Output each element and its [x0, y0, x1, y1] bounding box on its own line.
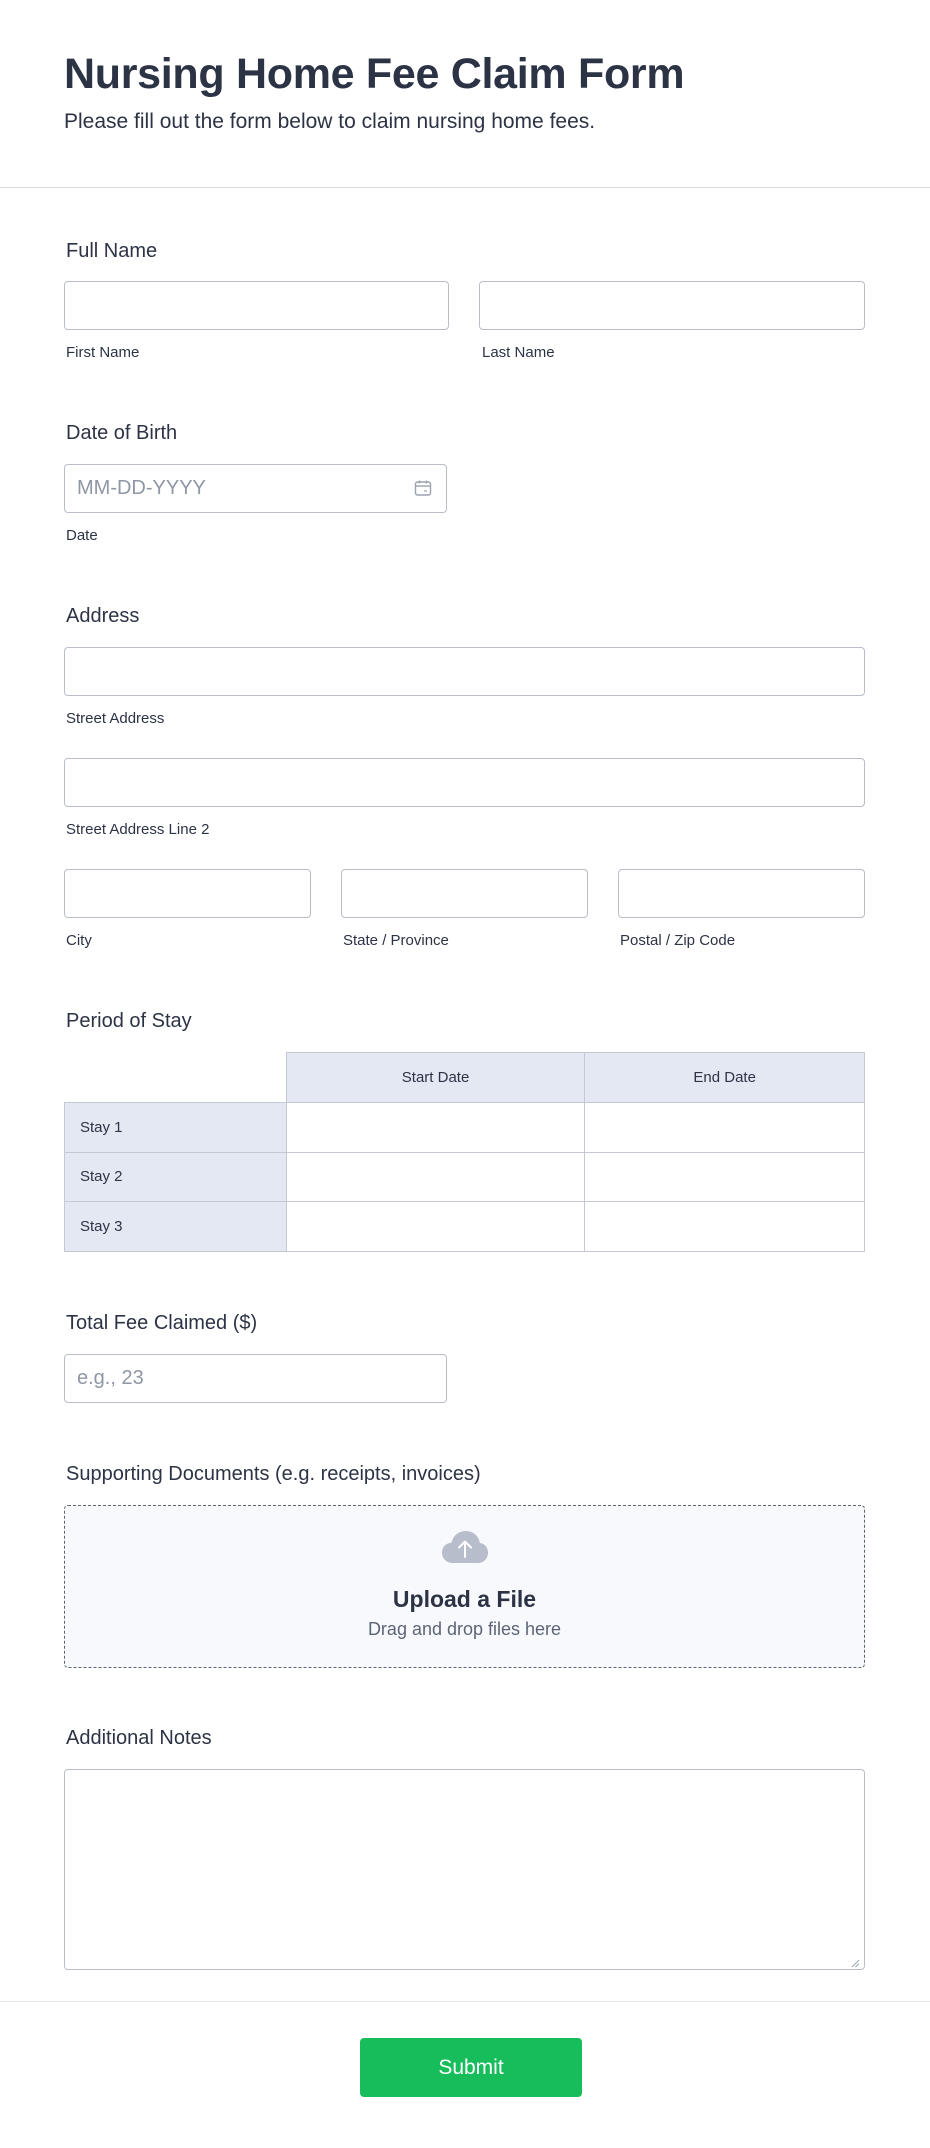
calendar-icon[interactable] — [414, 479, 432, 502]
resize-handle-icon[interactable] — [850, 1955, 860, 1973]
row-header-stay-2: Stay 2 — [65, 1152, 287, 1202]
header-divider — [0, 187, 930, 188]
period-of-stay-label: Period of Stay — [66, 1010, 192, 1032]
zip-input[interactable] — [618, 869, 865, 918]
city-sublabel: City — [66, 932, 92, 949]
stay-2-start-date-cell[interactable] — [286, 1152, 585, 1202]
street-address-line2-sublabel: Street Address Line 2 — [66, 821, 210, 838]
state-sublabel: State / Province — [343, 932, 449, 949]
stay-2-end-date-cell[interactable] — [585, 1152, 865, 1202]
submit-button[interactable]: Submit — [360, 2038, 582, 2097]
upload-title: Upload a File — [392, 1586, 537, 1612]
table-row — [65, 1103, 865, 1153]
table-row — [65, 1202, 865, 1252]
first-name-input[interactable] — [64, 281, 449, 330]
city-input[interactable] — [64, 869, 311, 918]
supporting-documents-label: Supporting Documents (e.g. receipts, invoices) — [66, 1463, 481, 1485]
row-header-stay-1: Stay 1 — [65, 1103, 287, 1153]
column-header-start-date: Start Date — [286, 1053, 585, 1103]
row-header-stay-3: Stay 3 — [65, 1202, 287, 1252]
total-fee-label: Total Fee Claimed ($) — [66, 1312, 258, 1334]
dob-input[interactable] — [64, 464, 447, 513]
additional-notes-textarea[interactable] — [64, 1769, 865, 1970]
column-header-end-date: End Date — [585, 1053, 865, 1103]
dob-label: Date of Birth — [66, 422, 178, 444]
table-row — [65, 1152, 865, 1202]
state-input[interactable] — [341, 869, 588, 918]
zip-sublabel: Postal / Zip Code — [620, 932, 736, 949]
period-of-stay-table — [64, 1052, 865, 1252]
stay-3-start-date-cell[interactable] — [286, 1202, 585, 1252]
last-name-sublabel: Last Name — [482, 344, 555, 361]
file-upload-dropzone[interactable] — [64, 1505, 865, 1668]
stay-1-start-date-cell[interactable] — [286, 1103, 585, 1153]
street-address-line2-input[interactable] — [64, 758, 865, 807]
footer-divider — [0, 2001, 930, 2002]
upload-hint: Drag and drop files here — [367, 1619, 562, 1639]
first-name-sublabel: First Name — [66, 344, 140, 361]
additional-notes-label: Additional Notes — [66, 1727, 212, 1749]
address-label: Address — [66, 605, 140, 627]
street-address-input[interactable] — [64, 647, 865, 696]
page-title: Nursing Home Fee Claim Form — [64, 50, 685, 98]
last-name-input[interactable] — [479, 281, 865, 330]
street-address-sublabel: Street Address — [66, 710, 165, 727]
full-name-label: Full Name — [66, 240, 158, 262]
page-subtitle: Please fill out the form below to claim nursing home fees. — [64, 110, 596, 133]
cloud-upload-icon — [441, 1530, 489, 1569]
stay-3-end-date-cell[interactable] — [585, 1202, 865, 1252]
stay-1-end-date-cell[interactable] — [585, 1103, 865, 1153]
table-corner — [65, 1053, 287, 1103]
total-fee-input[interactable] — [64, 1354, 447, 1403]
dob-sublabel: Date — [66, 527, 98, 544]
